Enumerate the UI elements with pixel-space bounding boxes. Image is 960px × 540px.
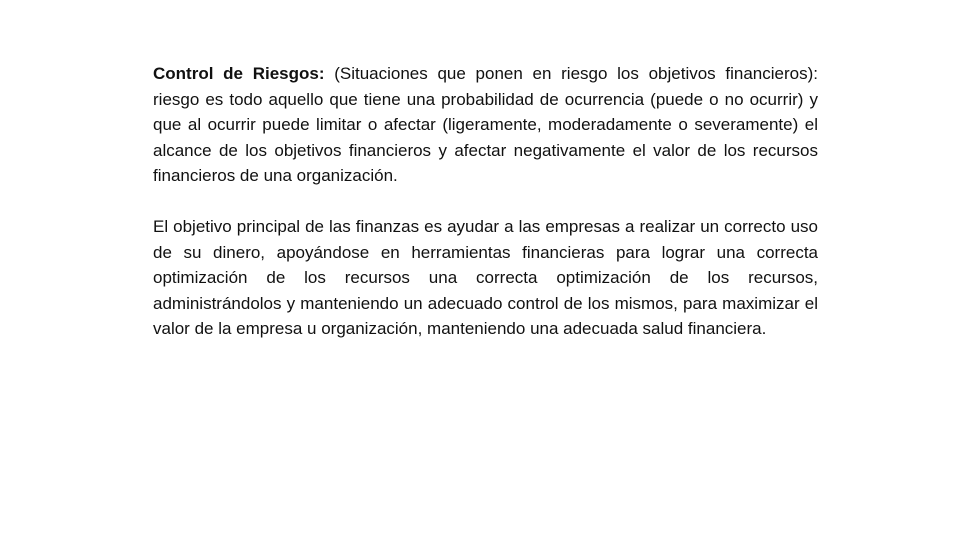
text-block: [153, 61, 818, 342]
risk-control-paragraph: [153, 61, 818, 189]
risk-control-definition: (Situaciones que ponen en riesgo los objetivos financieros): riesgo es todo aquello que tiene una probabilidad de ocurrencia (puede o no ocurrir) y que al ocurrir puede limitar o afectar (ligeramente, moderadamente o severamente) el alcance de los objetivos financieros y afectar negativamente el valor de los recursos financieros de una organización.: [153, 64, 818, 186]
risk-control-term: Control de Riesgos:: [153, 64, 325, 83]
finance-objective-paragraph: El objetivo principal de las finanzas es ayudar a las empresas a realizar un correcto uso de su dinero, apoyándose en herramientas financieras para lograr una correcta optimización de los recursos una correcta optimización de los recursos, administrándolos y manteniendo un adecuado control de los mismos, para maximizar el valor de la empresa u organización, manteniendo una adecuada salud financiera.: [153, 216, 818, 339]
